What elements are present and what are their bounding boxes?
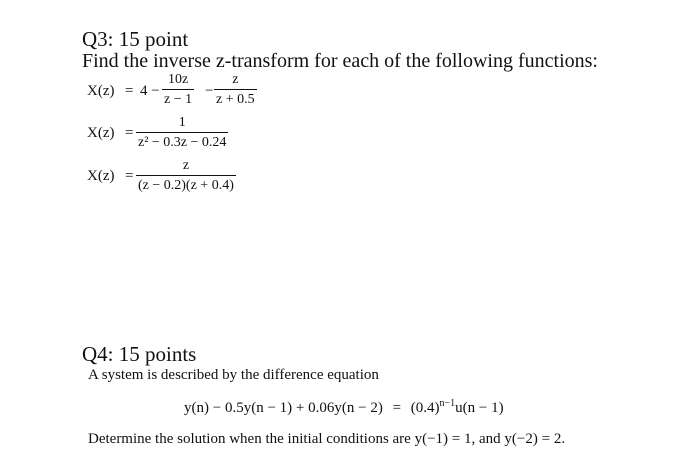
- eq2-equals: =: [125, 125, 134, 141]
- eq1-fraction-1: [162, 71, 194, 108]
- q4-difference-equation: [184, 400, 504, 417]
- q4-equation-rhs-base: (0.4): [410, 400, 440, 416]
- eq1-frac1-numerator: 10z: [167, 72, 189, 87]
- eq1-frac2-denominator: z + 0.5: [216, 92, 255, 107]
- eq1-fraction-2: [214, 71, 257, 108]
- eq3-fraction: [136, 157, 236, 194]
- eq3-equals: =: [125, 168, 134, 184]
- fraction-bar: [162, 89, 194, 90]
- q4-equation-equals: =: [392, 400, 402, 416]
- q4-equation-rhs-exponent: n−1: [439, 398, 456, 409]
- eq1-lhs: X(z): [87, 83, 115, 99]
- q4-equation-lhs: y(n) − 0.5y(n − 1) + 0.06y(n − 2): [184, 400, 383, 416]
- eq3-numerator: z: [182, 158, 190, 173]
- q3-prompt: Find the inverse z-transform for each of the following functions:: [82, 50, 598, 72]
- eq3-lhs: X(z): [87, 168, 115, 184]
- eq1-minus: −: [205, 83, 214, 99]
- eq1-term1: 4 −: [140, 83, 160, 99]
- eq2-denominator: z² − 0.3z − 0.24: [138, 135, 227, 150]
- q4-prompt: A system is described by the difference equation: [88, 367, 379, 383]
- eq1-equals: =: [125, 83, 134, 99]
- fraction-bar: [136, 132, 228, 133]
- q4-equation-rhs-tail: u(n − 1): [455, 400, 504, 416]
- eq1-frac2-numerator: z: [232, 72, 239, 87]
- fraction-bar: [136, 175, 236, 176]
- eq2-lhs: X(z): [87, 125, 115, 141]
- q3-title: Q3: 15 point: [82, 27, 189, 51]
- eq2-fraction: [136, 114, 228, 151]
- q4-instruction: Determine the solution when the initial conditions are y(−1) = 1, and y(−2) = 2.: [88, 431, 566, 447]
- eq3-denominator: (z − 0.2)(z + 0.4): [138, 178, 234, 193]
- eq1-frac1-denominator: z − 1: [164, 92, 193, 107]
- eq2-numerator: 1: [178, 115, 186, 130]
- fraction-bar: [214, 89, 257, 90]
- q4-title: Q4: 15 points: [82, 342, 197, 366]
